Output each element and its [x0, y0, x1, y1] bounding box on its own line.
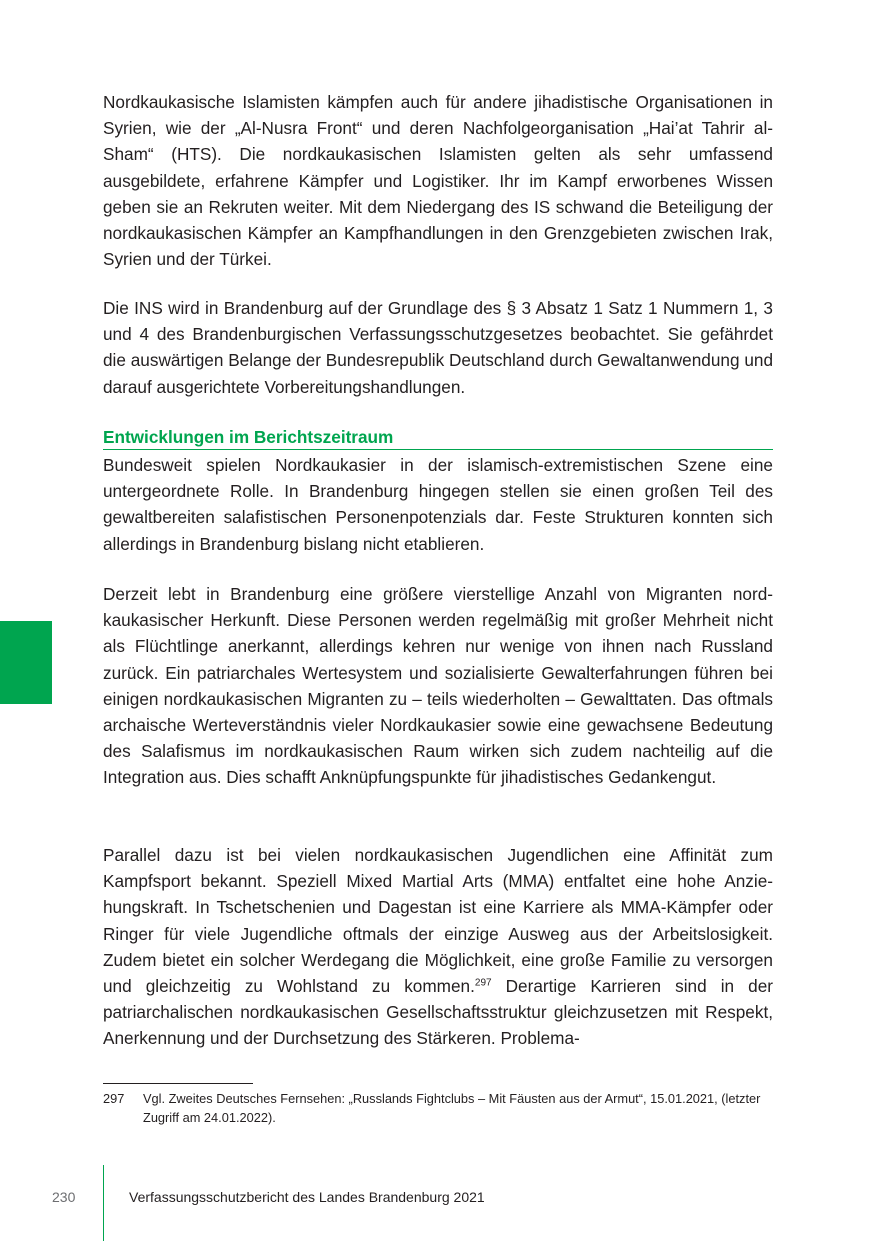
paragraph-text: Die INS wird in Brandenburg auf der Grundlage des § 3 Absatz 1 Satz 1 Nummern 1, 3 und 4 des Brandenburgischen Verfassungsschutzgesetzes beobachtet. Sie gefährdet die auswärtigen Belange der Bundesrepublik Deutschland durch Gewaltanwendung und darauf ausgerichtete Vorbereitungshandlungen. [103, 298, 773, 397]
body-paragraph-4 [103, 581, 773, 791]
paragraph-text: Bundesweit spielen Nordkaukasier in der islamisch-extremistischen Szene eine untergeordnete Rolle. In Brandenburg hingegen stellen sie einen großen Teil des gewaltbereiten salafistischen Personenpotenzials dar. Feste Strukturen konnten sich allerdings in Brandenburg bislang nicht etablieren. [103, 455, 773, 554]
footnote [103, 1090, 773, 1127]
body-paragraph-5 [103, 842, 773, 1052]
chapter-marker-tab [0, 621, 52, 704]
footer-title: Verfassungsschutzbericht des Landes Brandenburg 2021 [129, 1189, 485, 1205]
paragraph-text-part: Parallel dazu ist bei vielen nordkaukasischen Jugendlichen eine Affinität zum Kampfsport bekannt. Speziell Mixed Martial Arts (MMA) entfaltet eine hohe Anziehungskraft. In Tschetschenien und Dagestan ist eine Karriere als MMA-Kämpfer oder Ringer für viele Jugendliche oftmals der einzige Ausweg aus der Arbeitslosigkeit. Zudem bietet ein solcher Werdegang die Möglichkeit, eine große Familie zu versorgen und gleichzeitig zu Wohlstand zu kommen. [103, 845, 773, 997]
footnote-number: 297 [103, 1091, 125, 1106]
footnote-text: Vgl. Zweites Deutsches Fernsehen: „Russlands Fightclubs – Mit Fäusten aus der Armut“, 15.01.2021, (letzter Zugriff am 24.01.2022). [143, 1091, 761, 1125]
body-paragraph-3 [103, 452, 773, 557]
footer-divider [103, 1165, 104, 1241]
body-paragraph-1 [103, 89, 773, 272]
paragraph-text: Nordkaukasische Islamisten kämpfen auch für andere jihadistische Organisationen in Syrien, wie der „Al-Nusra Front“ und deren Nachfolgeorganisation „Hai’at Tahrir al-Sham“ (HTS). Die nordkaukasischen Islamisten gelten als sehr umfassend ausgebildete, erfahrene Kämpfer und Logistiker. Ihr im Kampf erworbenes Wissen geben sie an Rekruten weiter. Mit dem Niedergang des IS schwand die Beteiligung der nordkaukasischen Kämpfer an Kampfhandlungen in den Grenzgebieten zwischen Irak, Syrien und der Türkei. [103, 92, 773, 270]
paragraph-text [103, 842, 773, 1052]
paragraph-text-part: Derartige Karrieren sind in der patriarchalischen nordkaukasischen Gesellschaftsstruktur gleichzusetzen mit Respekt, Anerkennung und der Durchsetzung des Stärkeren. Problema- [103, 976, 773, 1049]
footnote-reference[interactable]: 297 [474, 977, 492, 989]
paragraph-text: Derzeit lebt in Brandenburg eine größere vierstellige Anzahl von Migranten nordkaukasischer Herkunft. Diese Personen werden regelmäßig mit großer Mehrheit nicht als Flüchtlinge anerkannt, allerdings kehren nur wenige von ihnen nach Russland zurück. Ein patriarchales Wertesystem und sozialisierte Gewalterfahrungen führen bei einigen nordkaukasischen Migranten zu – teils wiederholten – Gewalttaten. Das oftmals archaische Werteverständnis vieler Nordkaukasier sowie eine gewachsene Bedeutung des Salafismus im nordkaukasischen Raum wirken sich zudem nachteilig auf die Integration aus. Dies schafft Anknüpfungspunkte für jihadistisches Gedankengut. [103, 584, 773, 788]
footnote-separator [103, 1083, 253, 1084]
section-heading: Entwicklungen im Berichtszeitraum [103, 425, 773, 450]
body-paragraph-2 [103, 295, 773, 400]
page-number: 230 [52, 1189, 76, 1205]
